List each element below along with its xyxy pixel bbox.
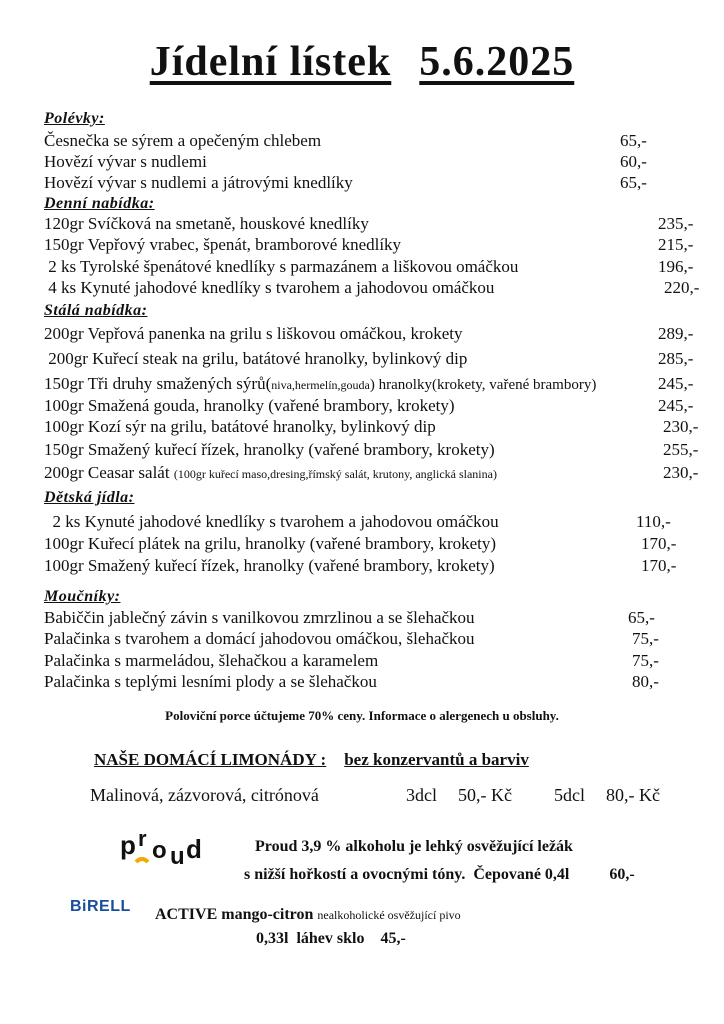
svg-text:d: d xyxy=(186,834,202,864)
birell-name: ACTIVE mango-citron xyxy=(155,906,314,923)
detska-item-price: 170,- xyxy=(641,556,677,575)
detska-item-price: 170,- xyxy=(641,534,677,553)
birell-line1 xyxy=(155,906,461,924)
menu-item-text: Hovězí vývar s nudlemi xyxy=(44,152,207,171)
svg-text:r: r xyxy=(138,828,147,851)
denni-item-name xyxy=(44,235,401,255)
stala-item-name xyxy=(44,463,497,484)
section-heading-moucniky: Moučníky: xyxy=(44,588,121,605)
svg-text:o: o xyxy=(152,837,167,864)
lemonade-heading xyxy=(94,750,529,770)
menu-item-text: 150gr Vepřový vrabec, špenát, bramborové knedlíky xyxy=(44,235,402,254)
denni-item-name xyxy=(44,257,518,277)
stala-item-price: 245,- xyxy=(658,374,694,393)
proud-tap: Čepované 0,4l xyxy=(473,866,570,883)
birell-price: 45,- xyxy=(380,930,406,947)
polevky-item-name xyxy=(44,131,321,151)
lemonade-title: NAŠE DOMÁCÍ LIMONÁDY : xyxy=(94,750,327,769)
section-heading-denni: Denní nabídka: xyxy=(44,195,155,212)
stala-item-price: 245,- xyxy=(658,396,694,415)
stala-item-name xyxy=(44,349,467,369)
menu-item-text: 100gr Kuřecí plátek na grilu, hranolky (vařené brambory, krokety) xyxy=(44,534,497,553)
birell-desc: nealkoholické osvěžující pivo xyxy=(317,908,461,922)
menu-item-text: 2 ks Tyrolské špenátové knedlíky s parmazánem a liškovou omáčkou xyxy=(44,257,519,276)
stala-item-name xyxy=(44,374,596,395)
menu-item-text: Babiččin jablečný závin s vanilkovou zmrzlinou a se šlehačkou xyxy=(44,608,475,627)
portion-note: Poloviční porce účtujeme 70% ceny. Informace o alergenech u obsluhy. xyxy=(165,708,559,723)
svg-text:u: u xyxy=(170,843,185,870)
menu-item-text: 100gr Smažený kuřecí řízek, hranolky (vařené brambory, krokety) xyxy=(44,556,495,575)
lemonade-size-large: 5dcl xyxy=(554,785,585,805)
denni-item-price: 235,- xyxy=(658,214,694,233)
stala-item-price: 255,- xyxy=(663,440,699,459)
menu-item-text: 100gr Smažená gouda, hranolky (vařené brambory, krokety) xyxy=(44,396,455,415)
menu-item-text: Česnečka se sýrem a opečeným chlebem xyxy=(44,131,322,150)
detska-item-name xyxy=(44,556,495,576)
denni-item-name xyxy=(44,278,494,298)
moucniky-item-name xyxy=(44,672,377,692)
menu-item-text: 120gr Svíčková na smetaně, houskové knedlíky xyxy=(44,214,369,233)
stala-item-price: 230,- xyxy=(663,417,699,436)
proud-description: s nižší hořkostí a ovocnými tóny. xyxy=(244,866,466,883)
proud-price: 60,- xyxy=(609,866,635,883)
denni-item-price: 220,- xyxy=(664,278,700,297)
moucniky-item-price: 80,- xyxy=(632,672,659,691)
stala-item-name xyxy=(44,417,436,437)
lemonade-price-small: 50,- Kč xyxy=(458,785,512,805)
stala-item-price: 230,- xyxy=(663,463,699,482)
lemonade-price-large: 80,- Kč xyxy=(606,785,660,805)
stala-item-name xyxy=(44,324,462,344)
section-heading-detska: Dětská jídla: xyxy=(44,489,135,506)
birell-logo: BiRELL xyxy=(70,898,131,915)
moucniky-item-name xyxy=(44,629,475,649)
menu-item-text: 200gr Kuřecí steak na grilu, batátové hranolky, bylinkový dip xyxy=(44,349,468,368)
section-heading-stala: Stálá nabídka: xyxy=(44,302,148,319)
menu-item-text: 150gr Smažený kuřecí řízek, hranolky (vařené brambory, krokety) xyxy=(44,440,495,459)
menu-item-note: (100gr kuřecí maso,dresing,římský salát, krutony, anglická slanina) xyxy=(173,467,497,481)
section-heading-polevky: Polévky: xyxy=(44,110,105,127)
menu-item-text: 100gr Kozí sýr na grilu, batátové hranolky, bylinkový dip xyxy=(44,417,436,436)
proud-line1: Proud 3,9 % alkoholu je lehký osvěžující ležák xyxy=(255,838,573,855)
lemonade-size-small: 3dcl xyxy=(406,785,437,805)
denni-item-price: 196,- xyxy=(658,257,694,276)
polevky-item-price: 60,- xyxy=(620,152,647,171)
detska-item-name xyxy=(44,512,499,532)
stala-item-name xyxy=(44,440,495,460)
birell-pack: láhev sklo xyxy=(296,930,365,947)
denni-item-price: 215,- xyxy=(658,235,694,254)
proud-logo xyxy=(118,828,206,872)
birell-size: 0,33l xyxy=(256,930,289,947)
menu-item-text: 200gr Vepřová panenka na grilu s liškovou omáčkou, krokety xyxy=(44,324,463,343)
stala-item-price: 289,- xyxy=(658,324,694,343)
menu-item-text: Hovězí vývar s nudlemi a játrovými knedlíky xyxy=(44,173,353,192)
stala-item-price: 285,- xyxy=(658,349,694,368)
menu-item-text: 2 ks Kynuté jahodové knedlíky s tvarohem a jahodovou omáčkou xyxy=(44,512,499,531)
menu-item-note: niva,hermelín,gouda xyxy=(271,378,370,392)
menu-item-text: Palačinka s tvarohem a domácí jahodovou omáčkou, šlehačkou xyxy=(44,629,475,648)
moucniky-item-price: 75,- xyxy=(632,651,659,670)
detska-item-name xyxy=(44,534,496,554)
polevky-item-name xyxy=(44,173,353,193)
title-text: Jídelní lístek xyxy=(149,39,392,85)
menu-item-text: 150gr Tři druhy smažených sýrů( xyxy=(44,374,272,393)
moucniky-item-name xyxy=(44,608,475,628)
svg-text:p: p xyxy=(120,830,136,860)
menu-item-text: Palačinka s teplými lesními plody a se šlehačkou xyxy=(44,672,377,691)
moucniky-item-name xyxy=(44,651,378,671)
lemonade-row xyxy=(90,785,660,806)
moucniky-item-price: 75,- xyxy=(632,629,659,648)
denni-item-name xyxy=(44,214,369,234)
birell-line2 xyxy=(256,930,406,948)
menu-item-text: Palačinka s marmeládou, šlehačkou a karamelem xyxy=(44,651,379,670)
moucniky-item-price: 65,- xyxy=(628,608,655,627)
page-title xyxy=(0,38,724,86)
polevky-item-name xyxy=(44,152,207,172)
polevky-item-price: 65,- xyxy=(620,131,647,150)
detska-item-price: 110,- xyxy=(636,512,671,531)
menu-item-text: 200gr Ceasar salát xyxy=(44,463,174,482)
stala-item-name xyxy=(44,396,455,416)
lemonade-flavors: Malinová, zázvorová, citrónová xyxy=(90,785,319,805)
menu-item-text: 4 ks Kynuté jahodové knedlíky s tvarohem a jahodovou omáčkou xyxy=(44,278,495,297)
menu-item-tail: ) hranolky(krokety, vařené brambory) xyxy=(369,377,597,393)
title-date: 5.6.2025 xyxy=(419,39,575,85)
lemonade-subtitle: bez konzervantů a barviv xyxy=(344,750,529,769)
polevky-item-price: 65,- xyxy=(620,173,647,192)
proud-line2 xyxy=(244,866,635,884)
